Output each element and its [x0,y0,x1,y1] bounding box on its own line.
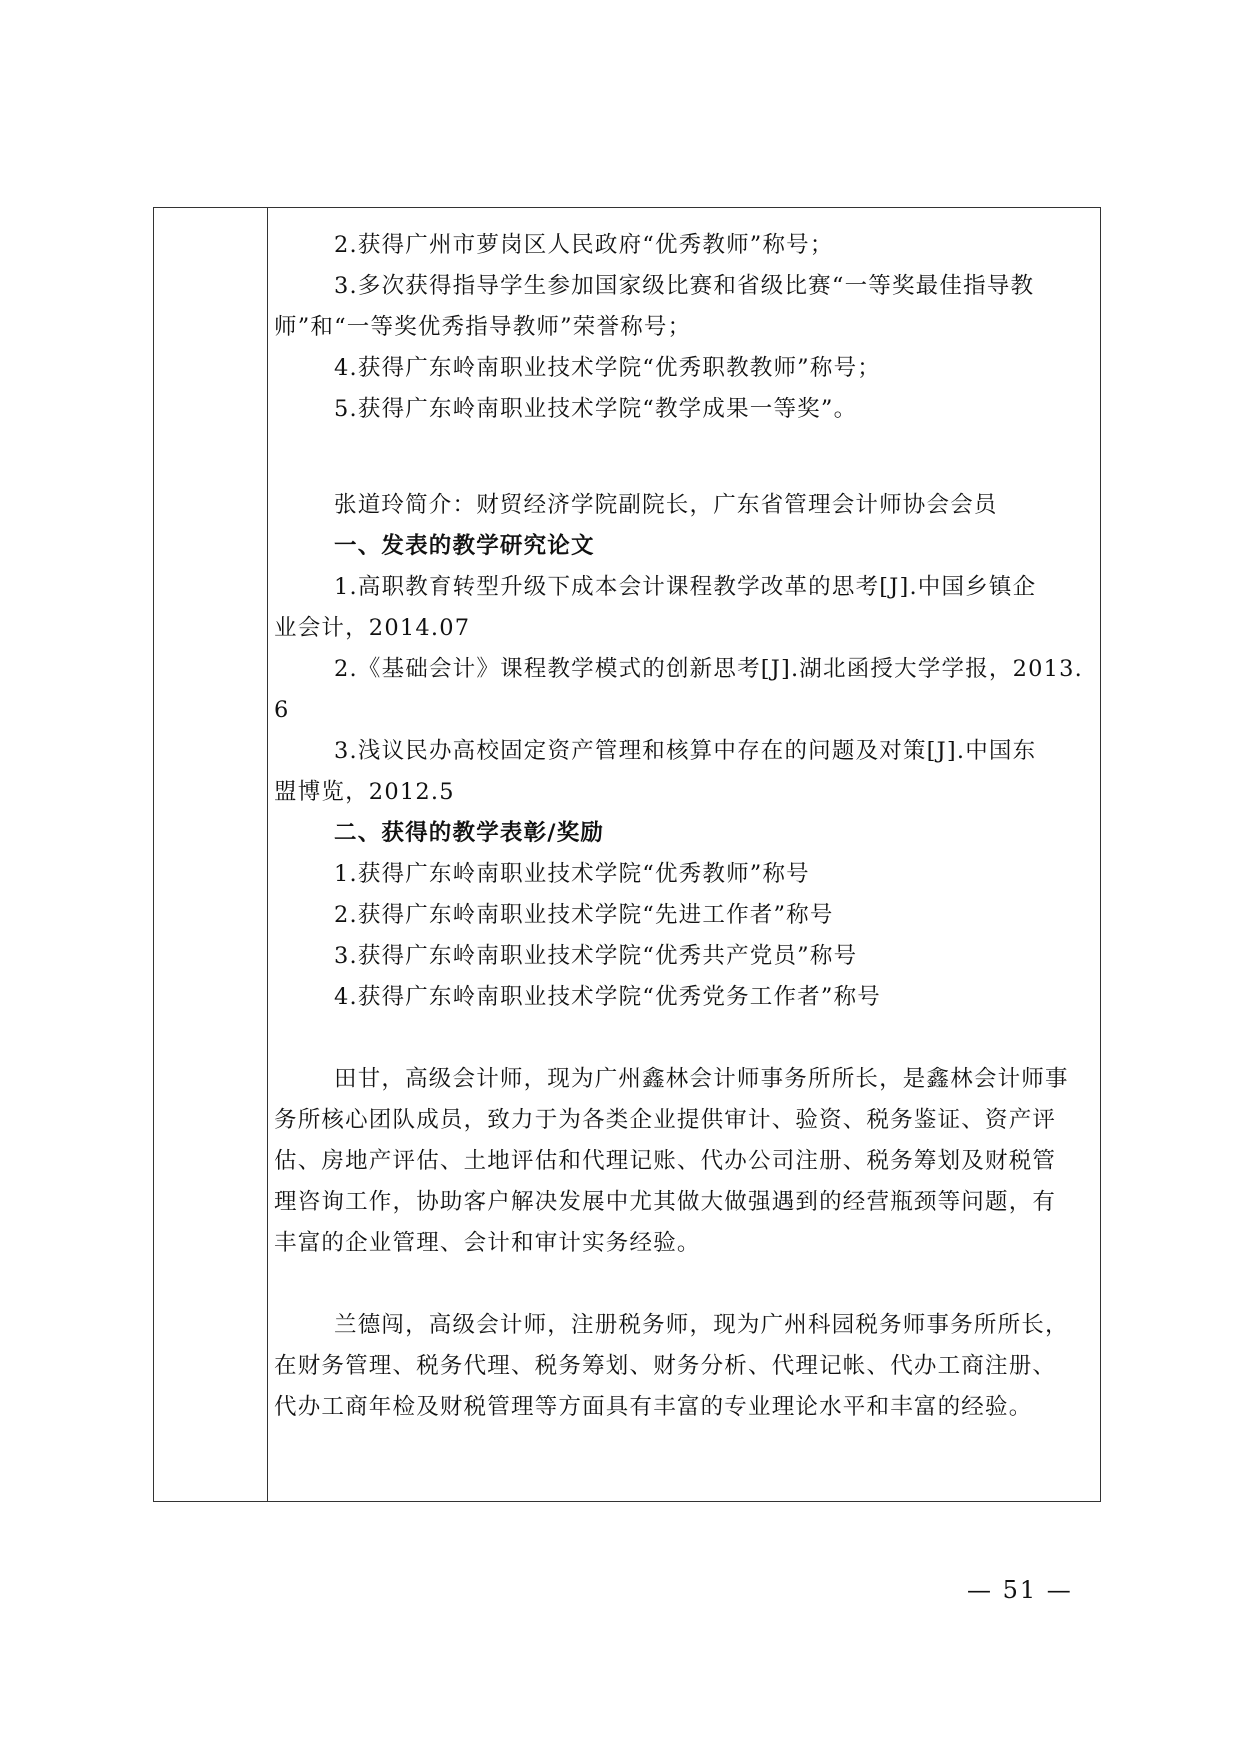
award-line: 1.获得广东岭南职业技术学院“优秀教师”称号 [334,861,810,887]
section-heading-papers: 一、发表的教学研究论文 [334,533,595,559]
tian-bio-line: 务所核心团队成员，致力于为各类企业提供审计、验资、税务鉴证、资产评 [274,1107,1057,1133]
tian-bio-line: 丰富的企业管理、会计和审计实务经验。 [274,1230,701,1256]
page-number: — 51 — [967,1576,1073,1604]
award-line: 5.获得广东岭南职业技术学院“教学成果一等奖”。 [334,396,858,422]
award-line: 4.获得广东岭南职业技术学院“优秀职教教师”称号； [334,355,881,381]
award-line: 2.获得广州市萝岗区人民政府“优秀教师”称号； [334,232,834,258]
paper-line: 2.《基础会计》课程教学模式的创新思考[J].湖北函授大学学报，2013. [334,656,1084,682]
paper-line: 6 [274,697,290,723]
paper-line: 3.浅议民办高校固定资产管理和核算中存在的问题及对策[J].中国东 [334,738,1037,764]
award-line: 4.获得广东岭南职业技术学院“优秀党务工作者”称号 [334,984,881,1010]
lan-bio-line: 兰德闯，高级会计师，注册税务师，现为广州科园税务师事务所所长， [334,1312,1069,1338]
lan-bio-line: 在财务管理、税务代理、税务筹划、财务分析、代理记帐、代办工商注册、 [274,1353,1057,1379]
award-line: 3.获得广东岭南职业技术学院“优秀共产党员”称号 [334,943,858,969]
paper-line: 业会计，2014.07 [274,615,471,641]
tian-bio-line: 理咨询工作，协助客户解决发展中尤其做大做强遇到的经营瓶颈等问题，有 [274,1189,1057,1215]
award-line: 3.多次获得指导学生参加国家级比赛和省级比赛“一等奖最佳指导教 [334,273,1035,299]
paper-line: 1.高职教育转型升级下成本会计课程教学改革的思考[J].中国乡镇企 [334,574,1037,600]
tian-bio-line: 田甘，高级会计师，现为广州鑫林会计师事务所所长，是鑫林会计师事 [334,1066,1069,1092]
zhang-intro: 张道玲简介：财贸经济学院副院长，广东省管理会计师协会会员 [334,492,998,518]
paper-line: 盟博览，2012.5 [274,779,455,805]
tian-bio-line: 估、房地产评估、土地评估和代理记账、代办公司注册、税务筹划及财税管 [274,1148,1057,1174]
column-divider [267,208,268,1501]
award-line: 师”和“一等奖优秀指导教师”荣誉称号； [274,314,692,340]
lan-bio-line: 代办工商年检及财税管理等方面具有丰富的专业理论水平和丰富的经验。 [274,1394,1033,1420]
content-table [153,207,1101,1502]
award-line: 2.获得广东岭南职业技术学院“先进工作者”称号 [334,902,834,928]
section-heading-awards: 二、获得的教学表彰/奖励 [334,820,605,846]
